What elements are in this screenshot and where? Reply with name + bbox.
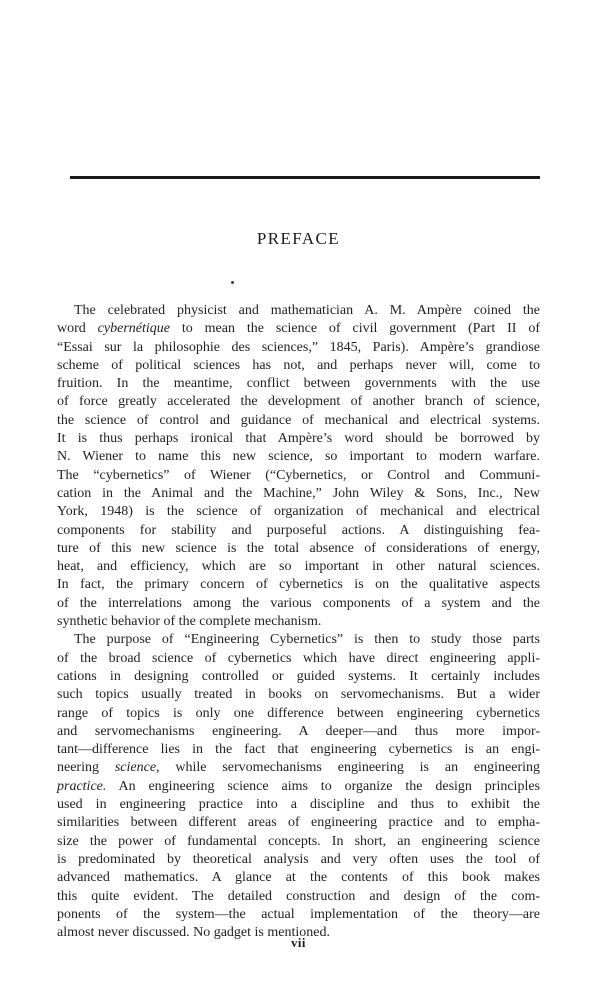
- text-line: of force greatly accelerated the development of another branch of science,: [57, 394, 540, 410]
- text-line: synthetic behavior of the complete mechanism.: [57, 614, 322, 630]
- text-line: ture of this new science is the total absence of considerations of energy,: [57, 540, 540, 556]
- text-line: heat, and efficiency, which are so important in other natural sciences.: [57, 559, 540, 575]
- text-line: cations in designing controlled or guided systems. It certainly includes: [57, 668, 540, 684]
- text-line: advanced mathematics. A glance at the contents of this book makes: [57, 870, 540, 886]
- text-line: The celebrated physicist and mathematician A. M. Ampère coined the: [74, 303, 540, 318]
- text-line: the science of control and guidance of mechanical and electrical systems.: [57, 412, 540, 428]
- page-title: PREFACE: [256, 229, 341, 248]
- text-line: components for stability and purposeful actions. A distinguishing fea-: [57, 522, 540, 538]
- text-line: range of topics is only one difference between engineering cybernetics: [57, 705, 540, 721]
- text-line: scheme of political sciences has not, and perhaps never will, come to: [57, 357, 540, 373]
- text-line: York, 1948) is the science of organization of mechanical and electrical: [57, 504, 540, 520]
- text-line: ponents of the system—the actual implementation of the theory—are: [57, 906, 540, 922]
- text-line: size the power of fundamental concepts. In short, an engineering science: [57, 833, 540, 849]
- italic-text: practice.: [57, 778, 107, 794]
- text-line: In fact, the primary concern of cybernetics is on the qualitative aspects: [57, 577, 540, 593]
- text-line: neering science, while servomechanisms engineering is an engineering: [57, 760, 541, 776]
- text-line: of the interrelations among the various components of a system and the: [57, 595, 540, 611]
- scan-speck-artifact: [231, 281, 234, 284]
- text-line: is predominated by theoretical analysis and very often uses the tool of: [57, 851, 540, 867]
- text-line: almost never discussed. No gadget is mentioned.: [57, 925, 330, 941]
- text-line: It is thus perhaps ironical that Ampère’s word should be borrowed by: [57, 431, 540, 447]
- text-line: “Essai sur la philosophie des sciences,” 1845, Paris). Ampère’s grandiose: [57, 339, 540, 355]
- text-line: used in engineering practice into a discipline and thus to exhibit the: [57, 797, 540, 813]
- text-line: word cybernétique to mean the science of civil government (Part II of: [57, 321, 540, 337]
- text-line: N. Wiener to name this new science, so important to modern warfare.: [57, 449, 540, 465]
- text-line: fruition. In the meantime, conflict between governments with the use: [57, 376, 540, 392]
- preface-text: [57, 302, 540, 942]
- text-line: The “cybernetics” of Wiener (“Cybernetics, or Control and Communi-: [57, 467, 540, 483]
- italic-text: science,: [114, 760, 160, 776]
- text-line: practice. An engineering science aims to organize the design principles: [57, 778, 540, 794]
- text-line: and servomechanisms engineering. A deeper—and thus more impor-: [57, 723, 540, 739]
- text-line: of the broad science of cybernetics which have direct engineering appli-: [57, 650, 540, 666]
- text-line: such topics usually treated in books on servomechanisms. But a wider: [57, 687, 540, 703]
- text-line: The purpose of “Engineering Cybernetics” is then to study those parts: [74, 632, 540, 648]
- text-line: similarities between different areas of engineering practice and to empha-: [57, 815, 540, 831]
- italic-text: cybernétique: [97, 321, 170, 337]
- text-line: tant—difference lies in the fact that engineering cybernetics is an engi-: [57, 742, 540, 758]
- page-number: vii: [291, 936, 306, 950]
- header-rule: [70, 176, 540, 179]
- text-line: cation in the Animal and the Machine,” John Wiley & Sons, Inc., New: [57, 485, 540, 501]
- text-line: this quite evident. The detailed construction and design of the com-: [57, 888, 540, 904]
